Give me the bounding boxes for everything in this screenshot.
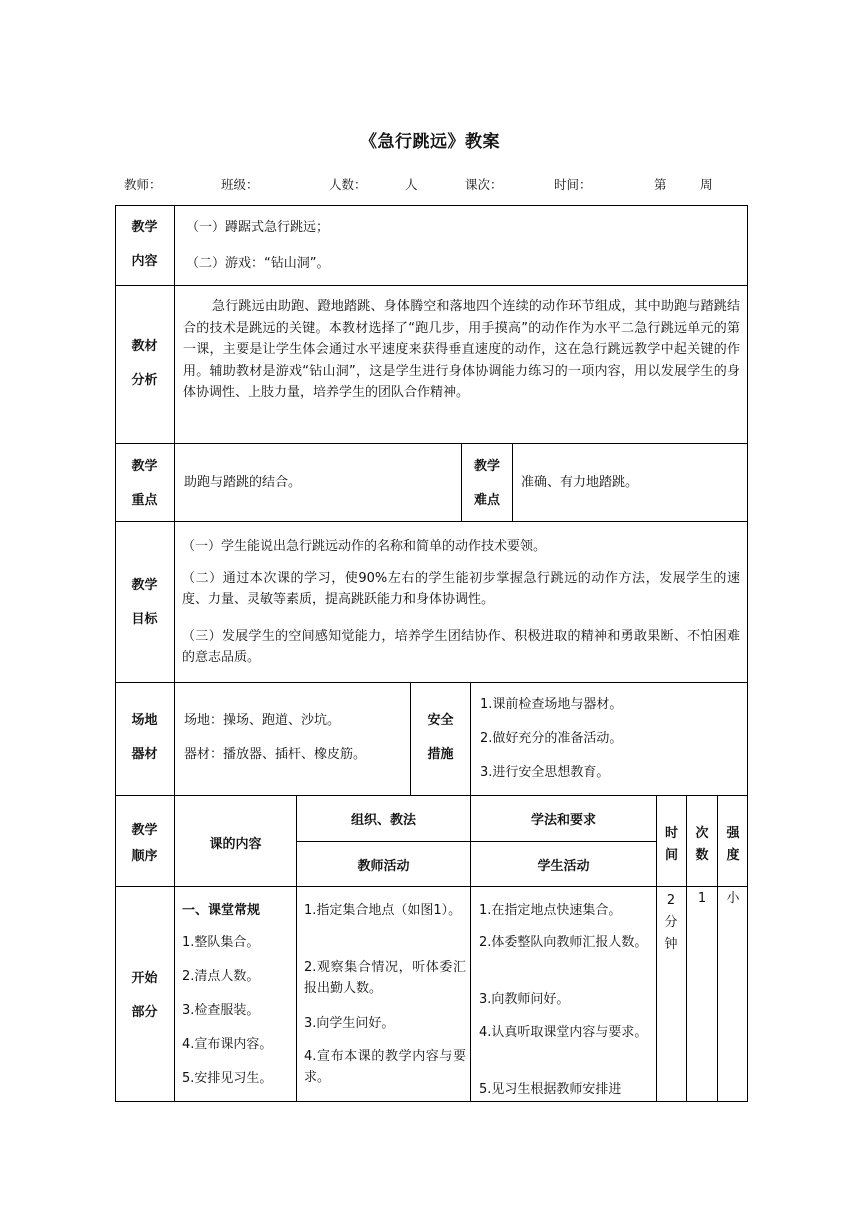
analysis-text: 急行跳远由助跑、蹬地踏跳、身体腾空和落地四个连续的动作环节组成，其中助跑与踏跳结合的技术是跳远的关键。本教材选择了“跑几步，用手摸高”的动作作为水平二急行跳远单元的第一课，主要是让学生体会通过水平速度来获得垂直速度的动作，这在急行跳远教学中起关键的作用。辅助教材是游戏“钻山洞”，这是学生进行身体协调能力练习的一项内容，用以发展学生的身体协调性、上肢力量，培养学生的团队合作精神。 bbox=[183, 299, 740, 400]
difficulty-text: 准确、有力地踏跳。 bbox=[521, 475, 639, 490]
student-activity-item: 2.体委整队向教师汇报人数。 bbox=[479, 935, 648, 950]
safety-item: 3.进行安全思想教育。 bbox=[480, 765, 610, 780]
process-column-divider bbox=[470, 795, 471, 1102]
teacher-activity-item: 4.宣布本课的教学内容与要求。 bbox=[304, 1049, 466, 1085]
week-prefix-label: 第 bbox=[654, 177, 667, 192]
time-header: 时 bbox=[664, 826, 678, 841]
start-times-value: 1 bbox=[697, 891, 707, 906]
difficulty-label: 教学 bbox=[473, 459, 500, 474]
teacher-activity-item: 2.观察集合情况，听体委汇报出勤人数。 bbox=[304, 960, 466, 996]
student-activity-item: 1.在指定地点快速集合。 bbox=[479, 903, 622, 918]
key-text: 助跑与踏跳的结合。 bbox=[184, 475, 302, 490]
venue-label-2: 器材 bbox=[131, 747, 158, 762]
venue-column-divider bbox=[470, 682, 471, 795]
order-header-2: 顺序 bbox=[131, 849, 158, 864]
venue-label: 场地 bbox=[131, 713, 158, 728]
goals-label: 教学 bbox=[131, 578, 158, 593]
header-subdivider bbox=[296, 841, 656, 842]
venue-equipment: 器材：播放器、插杆、橡皮筋。 bbox=[184, 747, 367, 762]
key-label-2: 重点 bbox=[131, 493, 158, 508]
content-item: （一）蹲踞式急行跳远； bbox=[186, 220, 330, 235]
row-divider bbox=[115, 443, 748, 444]
start-content-item: 5.安排见习生。 bbox=[182, 1071, 273, 1086]
time-field-label: 时间： bbox=[554, 177, 592, 192]
start-content-item: 4.宣布课内容。 bbox=[182, 1037, 273, 1052]
intensity-header: 强 bbox=[726, 826, 740, 841]
times-header-2: 数 bbox=[695, 848, 709, 863]
count-field-label: 人数： bbox=[329, 177, 367, 192]
start-content-item: 2.清点人数。 bbox=[182, 969, 260, 984]
start-content-title: 一、课堂常规 bbox=[182, 903, 261, 918]
start-section-label: 开始 bbox=[131, 971, 158, 986]
intensity-header-2: 度 bbox=[726, 848, 740, 863]
start-intensity-value: 小 bbox=[726, 891, 740, 906]
safety-item: 2.做好充分的准备活动。 bbox=[480, 731, 623, 746]
safety-item: 1.课前检查场地与器材。 bbox=[480, 697, 623, 712]
goal-item: （三）发展学生的空间感知觉能力，培养学生团结协作、积极进取的精神和勇敢果断、不怕困难的意志品质。 bbox=[182, 629, 740, 665]
process-column-divider bbox=[296, 795, 297, 1102]
page-title: 《急行跳远》教案 bbox=[360, 132, 500, 152]
teacher-activity-header: 教师活动 bbox=[357, 859, 410, 874]
content-label-2: 内容 bbox=[131, 254, 158, 269]
order-header: 教学 bbox=[131, 823, 158, 838]
teacher-activity-item: 1.指定集合地点（如图1）。 bbox=[304, 903, 462, 918]
safety-label: 安全 bbox=[427, 713, 454, 728]
student-activity-item: 3.向教师问好。 bbox=[479, 992, 570, 1007]
lesson-field-label: 课次： bbox=[465, 177, 503, 192]
teacher-activity-item: 3.向学生问好。 bbox=[304, 1016, 395, 1031]
week-suffix-label: 周 bbox=[700, 177, 713, 192]
student-activity-header: 学生活动 bbox=[537, 859, 590, 874]
start-content-item: 1.整队集合。 bbox=[182, 935, 260, 950]
count-unit-label: 人 bbox=[405, 177, 418, 192]
content-label: 教学 bbox=[131, 220, 158, 235]
analysis-label: 教材 bbox=[131, 339, 158, 354]
goal-item: （一）学生能说出急行跳远动作的名称和简单的动作技术要领。 bbox=[182, 539, 547, 554]
content-header: 课的内容 bbox=[209, 837, 262, 852]
row-divider bbox=[115, 886, 748, 887]
goal-item: （二）通过本次课的学习，使90%左右的学生能初步掌握急行跳远的动作方法，发展学生的速度、力量、灵敏等素质，提高跳跃能力和身体协调性。 bbox=[182, 571, 740, 607]
goals-label-2: 目标 bbox=[131, 612, 158, 627]
time-header-2: 间 bbox=[664, 848, 678, 863]
teacher-field-label: 教师： bbox=[124, 177, 162, 192]
start-content-item: 3.检查服装。 bbox=[182, 1003, 260, 1018]
row-divider bbox=[115, 285, 748, 286]
content-item: （二）游戏：“钻山洞”。 bbox=[186, 256, 330, 271]
key-label: 教学 bbox=[131, 459, 158, 474]
student-activity-item: 5.见习生根据教师安排进 bbox=[479, 1082, 622, 1097]
student-activity-item: 4.认真听取课堂内容与要求。 bbox=[479, 1025, 648, 1040]
difficulty-label-2: 难点 bbox=[473, 493, 500, 508]
row-divider bbox=[115, 521, 748, 522]
learn-header: 学法和要求 bbox=[530, 813, 596, 828]
class-field-label: 班级： bbox=[221, 177, 259, 192]
start-time-value: 2分钟 bbox=[664, 893, 678, 952]
process-column-divider bbox=[717, 795, 718, 1102]
safety-label-2: 措施 bbox=[427, 747, 454, 762]
row-divider bbox=[115, 682, 748, 683]
org-header: 组织、教法 bbox=[350, 813, 416, 828]
venue-site: 场地：操场、跑道、沙坑。 bbox=[184, 713, 341, 728]
start-section-label-2: 部分 bbox=[131, 1005, 158, 1020]
process-column-divider bbox=[656, 795, 657, 1102]
label-column-divider bbox=[174, 205, 175, 1102]
row-divider bbox=[115, 795, 748, 796]
times-header: 次 bbox=[695, 826, 709, 841]
analysis-label-2: 分析 bbox=[131, 373, 158, 388]
key-column-divider bbox=[512, 443, 513, 521]
process-column-divider bbox=[686, 795, 687, 1102]
